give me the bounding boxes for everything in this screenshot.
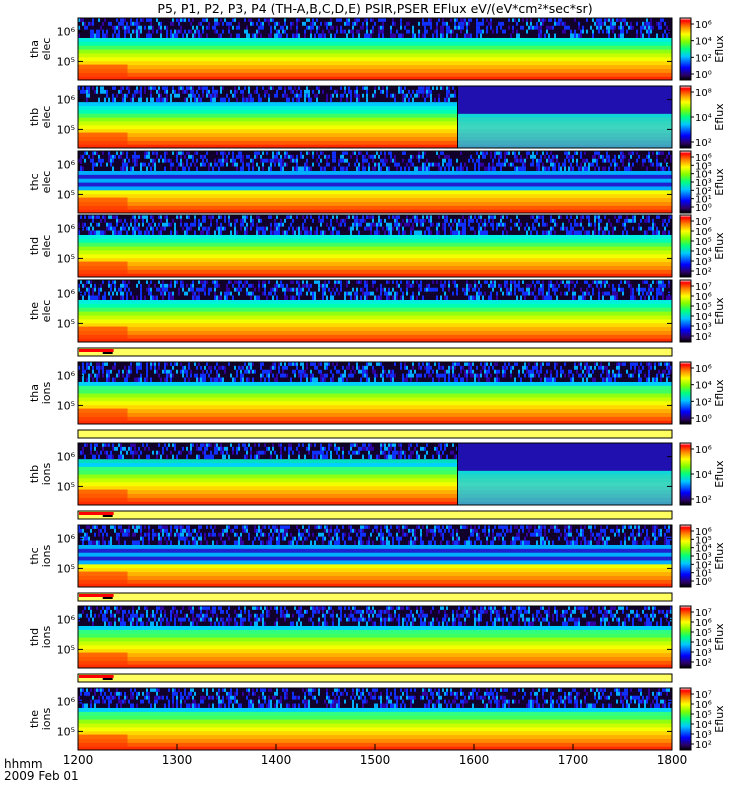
colorbar-tick-label: 10⁵ [695,628,712,639]
colorbar [680,688,691,750]
x-axis-label: hhmm [4,757,43,771]
colorbar-tick-label: 10⁶ [695,153,712,164]
colorbar-tick-label: 10⁷ [695,608,712,619]
y-axis-label: ions [40,625,53,649]
colorbar-tick-label: 10⁶ [695,527,712,538]
y-axis-label: elec [40,299,53,323]
mode-bar [78,511,672,519]
colorbar [680,280,691,342]
y-axis-label: the [28,301,41,321]
colorbar [680,606,691,668]
colorbar-tick-label: 10² [695,560,712,572]
y-axis-label: elec [40,37,53,61]
colorbar-tick-label: 10³ [695,257,712,268]
colorbar-tick-label: 10⁴ [695,312,712,323]
y-tick-label: 10⁶ [56,450,75,464]
colorbar-tick-label: 10⁴ [695,543,712,555]
y-tick-label: 10⁶ [56,695,75,709]
colorbar-tick-label: 10⁴ [695,36,712,48]
colorbar-tick-label: 10¹ [695,568,712,580]
y-axis-label: thd [28,627,41,647]
colorbar-tick-label: 10⁰ [695,203,712,214]
x-tick-label: 1400 [260,753,292,767]
colorbar-tick-label: 10² [695,658,712,669]
colorbar-tick-label: 10⁴ [695,380,712,392]
colorbar-tick-label: 10⁵ [695,535,712,547]
y-tick-label: 10⁶ [56,222,75,236]
mode-bar [78,674,672,682]
y-axis-label: ions [40,381,53,405]
y-tick-label: 10⁶ [56,532,75,546]
colorbar-label: Eflux [713,542,726,570]
y-tick-label: 10⁶ [56,93,75,107]
y-tick-label: 10⁵ [56,252,75,266]
mode-bar [78,430,672,438]
colorbar-tick-label: 10³ [695,178,712,189]
colorbar-tick-label: 10⁰ [695,70,712,81]
y-axis-label: thd [28,236,41,256]
y-tick-label: 10⁶ [56,613,75,627]
colorbar-tick-label: 10² [695,397,712,409]
colorbar-tick-label: 10⁶ [695,445,712,456]
colorbar-tick-label: 10¹ [695,194,712,206]
y-tick-label: 10⁵ [56,55,75,69]
colorbar [680,18,691,80]
x-axis-date: 2009 Feb 01 [4,769,79,783]
colorbar-label: Eflux [713,379,726,407]
colorbar [680,215,691,277]
y-axis-label: thb [28,107,41,127]
spectrogram-image [78,151,672,214]
colorbar-tick-label: 10⁴ [695,470,712,481]
y-tick-label: 10⁵ [56,562,75,576]
colorbar-tick-label: 10⁰ [695,577,712,588]
colorbar [680,525,691,587]
colorbar-tick-label: 10³ [695,322,712,333]
y-tick-label: 10⁶ [56,287,75,301]
panel-tha-elec [28,18,726,81]
colorbar [680,151,691,213]
colorbar-tick-label: 10⁶ [695,618,712,629]
colorbar-label: Eflux [713,460,726,488]
y-tick-label: 10⁵ [56,399,75,413]
colorbar-label: Eflux [713,705,726,733]
colorbar-tick-label: 10⁶ [695,700,712,711]
y-tick-label: 10⁶ [56,369,75,383]
colorbar-label: Eflux [713,297,726,325]
y-tick-label: 10⁶ [56,25,75,39]
x-tick-label: 1800 [656,753,688,767]
colorbar-label: Eflux [713,35,726,63]
y-axis-label: ions [40,707,53,731]
colorbar-tick-label: 10² [695,186,712,198]
panel-thb-ions [28,443,726,506]
y-axis-label: thc [28,173,41,191]
y-tick-label: 10⁵ [56,725,75,739]
colorbar-tick-label: 10⁶ [695,292,712,303]
mode-bar [78,348,672,356]
colorbar-tick-label: 10² [695,332,712,343]
colorbar-label: Eflux [713,103,726,131]
colorbar-tick-label: 10² [695,740,712,751]
y-axis-label: tha [28,39,41,59]
spectrogram-image [78,688,672,751]
panel-tha-ions [28,362,726,425]
colorbar-tick-label: 10⁵ [695,710,712,721]
colorbar-tick-label: 10⁶ [695,227,712,238]
y-tick-label: 10⁶ [56,158,75,172]
colorbar-tick-label: 10² [695,53,712,65]
colorbar-tick-label: 10³ [695,552,712,563]
panel-thc-elec [28,151,726,214]
x-tick-label: 1600 [458,753,490,767]
y-axis-label: elec [40,105,53,129]
y-tick-label: 10⁵ [56,188,75,202]
y-axis-label: ions [40,544,53,568]
y-axis-label: tha [28,383,41,403]
colorbar [680,86,691,148]
colorbar-tick-label: 10² [695,138,712,149]
panel-thc-ions [28,525,726,588]
spectrogram-image [78,525,672,588]
colorbar-tick-label: 10⁸ [695,88,712,99]
colorbar-tick-label: 10⁷ [695,690,712,701]
colorbar-label: Eflux [713,168,726,196]
spectrogram-image [78,215,672,278]
colorbar [680,362,691,424]
colorbar-tick-label: 10⁶ [695,20,712,31]
y-axis-label: the [28,709,41,729]
colorbar-tick-label: 10⁵ [695,161,712,173]
colorbar-tick-label: 10⁴ [695,247,712,258]
spectrogram-image [78,280,672,343]
y-tick-label: 10⁵ [56,317,75,331]
chart-title: P5, P1, P2, P3, P4 (TH-A,B,C,D,E) PSIR,PSER EFlux eV/(eV*cm²*sec*sr) [157,1,593,16]
spectrogram-image [78,18,672,81]
panels-layer [28,18,726,751]
colorbar-tick-label: 10⁴ [695,720,712,731]
panel-thd-ions [28,606,726,669]
colorbar-tick-label: 10⁶ [695,364,712,375]
x-tick-label: 1500 [359,753,391,767]
colorbar-label: Eflux [713,232,726,260]
colorbar-tick-label: 10² [695,267,712,278]
y-axis-label: elec [40,170,53,194]
y-axis-label: thc [28,547,41,565]
x-tick-label: 1200 [62,753,94,767]
colorbar-tick-label: 10⁴ [695,638,712,649]
spectrogram-image [78,362,672,425]
x-tick-label: 1300 [161,753,193,767]
panel-the-ions [28,688,726,751]
colorbar-tick-label: 10³ [695,730,712,741]
x-tick-label: 1700 [557,753,589,767]
panel-the-elec [28,280,726,343]
spectrogram-image [78,86,672,149]
colorbar [680,443,691,505]
spectrogram-image [78,606,672,669]
colorbar-tick-label: 10⁰ [695,414,712,425]
y-tick-label: 10⁵ [56,123,75,137]
colorbar-label: Eflux [713,623,726,651]
colorbar-tick-label: 10² [695,495,712,506]
y-tick-label: 10⁵ [56,643,75,657]
colorbar-tick-label: 10⁷ [695,217,712,228]
y-axis-label: thb [28,464,41,484]
panel-thb-elec [28,86,726,149]
colorbar-tick-label: 10⁴ [695,113,712,124]
mode-bar [78,593,672,601]
colorbar-tick-label: 10⁷ [695,282,712,293]
colorbar-tick-label: 10⁴ [695,169,712,181]
y-tick-label: 10⁵ [56,480,75,494]
colorbar-tick-label: 10³ [695,648,712,659]
panel-thd-elec [28,215,726,278]
y-axis-label: elec [40,234,53,258]
spectrogram-image [78,443,672,506]
y-axis-label: ions [40,462,53,486]
colorbar-tick-label: 10⁵ [695,237,712,248]
colorbar-tick-label: 10⁵ [695,302,712,313]
